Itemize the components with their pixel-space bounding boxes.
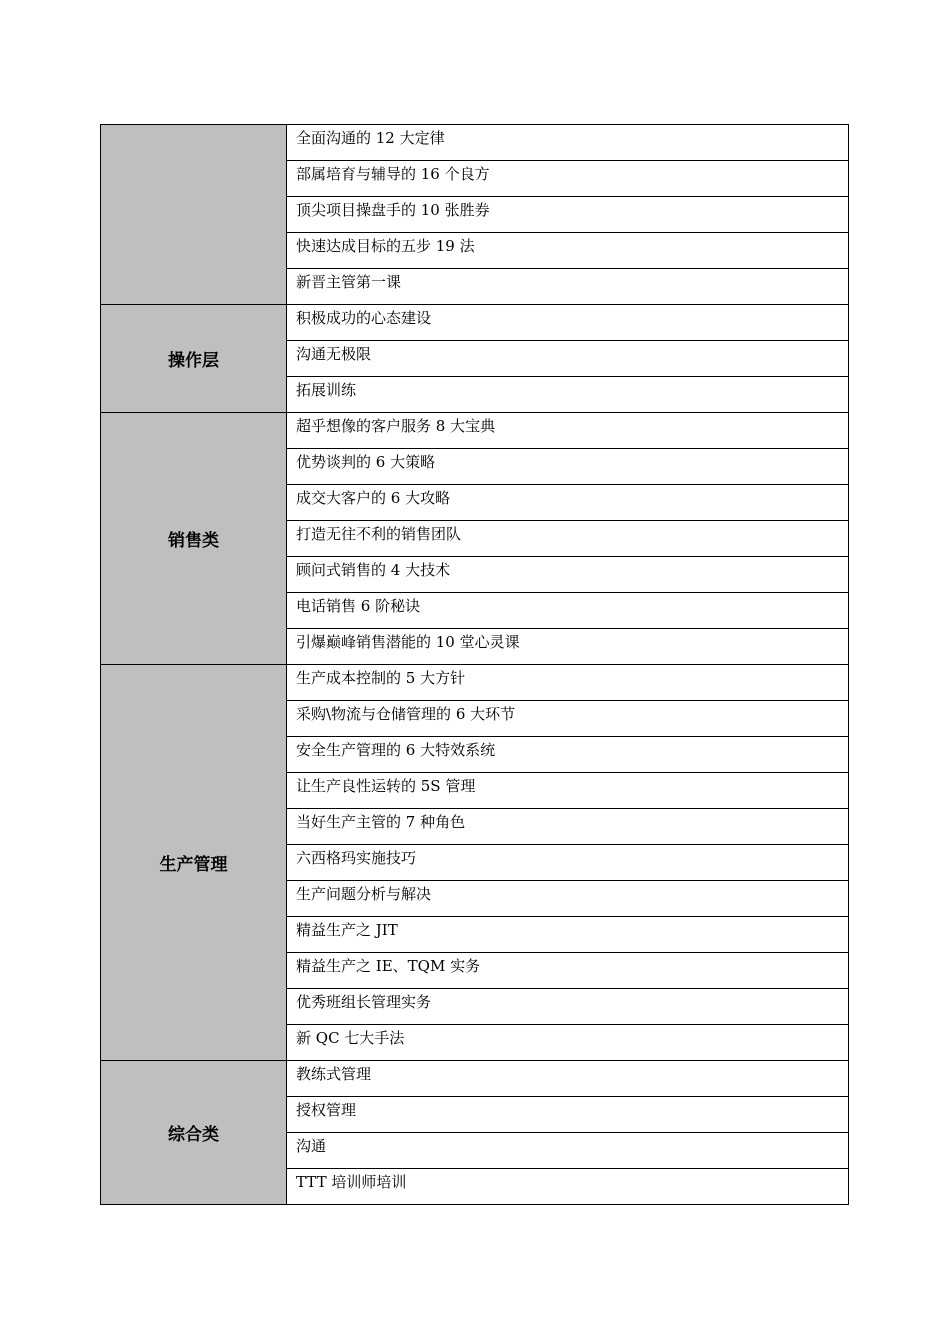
table-row [101, 665, 849, 701]
course-title: TTT 培训师培训 [296, 1173, 407, 1191]
course-title: 生产成本控制的 5 大方针 [296, 669, 466, 687]
course-title: 部属培育与辅导的 16 个良方 [296, 165, 490, 183]
course-table-body [101, 125, 849, 1205]
category-cell: 综合类 [101, 1061, 287, 1205]
course-title: 采购\物流与仓储管理的 6 大环节 [296, 705, 516, 723]
course-cell [287, 197, 849, 233]
course-title: 让生产良性运转的 5S 管理 [296, 777, 476, 795]
course-title: 安全生产管理的 6 大特效系统 [296, 741, 496, 759]
course-cell [287, 377, 849, 413]
course-cell [287, 305, 849, 341]
course-cell [287, 809, 849, 845]
course-title: 教练式管理 [296, 1065, 372, 1083]
course-cell [287, 593, 849, 629]
course-cell [287, 845, 849, 881]
course-title: 积极成功的心态建设 [296, 309, 432, 327]
course-cell [287, 341, 849, 377]
table-row [101, 305, 849, 341]
course-cell [287, 485, 849, 521]
table-row [101, 125, 849, 161]
category-cell: 销售类 [101, 413, 287, 665]
course-cell [287, 269, 849, 305]
course-title: 沟通无极限 [296, 345, 372, 363]
course-title: 拓展训练 [296, 381, 357, 399]
course-cell [287, 449, 849, 485]
course-title: 授权管理 [296, 1101, 357, 1119]
course-cell [287, 1133, 849, 1169]
course-cell [287, 989, 849, 1025]
course-cell [287, 1061, 849, 1097]
table-row [101, 413, 849, 449]
course-title: 成交大客户的 6 大攻略 [296, 489, 451, 507]
course-title: 精益生产之 IE、TQM 实务 [296, 957, 481, 975]
course-cell [287, 161, 849, 197]
course-cell [287, 629, 849, 665]
category-cell [101, 125, 287, 305]
course-title: 精益生产之 JIT [296, 921, 398, 939]
course-cell [287, 701, 849, 737]
course-cell [287, 737, 849, 773]
category-cell: 生产管理 [101, 665, 287, 1061]
course-cell [287, 917, 849, 953]
course-cell [287, 413, 849, 449]
course-cell [287, 557, 849, 593]
course-title: 新晋主管第一课 [296, 273, 402, 291]
category-cell: 操作层 [101, 305, 287, 413]
course-title: 顶尖项目操盘手的 10 张胜券 [296, 201, 490, 219]
course-cell [287, 665, 849, 701]
course-cell [287, 773, 849, 809]
course-cell [287, 953, 849, 989]
course-title: 超乎想像的客户服务 8 大宝典 [296, 417, 496, 435]
course-title: 电话销售 6 阶秘诀 [296, 597, 421, 615]
course-title: 快速达成目标的五步 19 法 [296, 237, 475, 255]
course-cell [287, 233, 849, 269]
course-title: 新 QC 七大手法 [296, 1029, 405, 1047]
course-title: 顾问式销售的 4 大技术 [296, 561, 451, 579]
course-table [100, 124, 849, 1205]
course-cell [287, 521, 849, 557]
course-cell [287, 1169, 849, 1205]
course-title: 沟通 [296, 1137, 327, 1155]
course-cell [287, 1025, 849, 1061]
course-cell [287, 1097, 849, 1133]
course-title: 当好生产主管的 7 种角色 [296, 813, 466, 831]
course-title: 优秀班组长管理实务 [296, 993, 432, 1011]
course-title: 打造无往不利的销售团队 [296, 525, 462, 543]
course-cell [287, 881, 849, 917]
table-row [101, 1061, 849, 1097]
course-title: 生产问题分析与解决 [296, 885, 432, 903]
course-title: 六西格玛实施技巧 [296, 849, 417, 867]
course-title: 全面沟通的 12 大定律 [296, 129, 445, 147]
course-title: 优势谈判的 6 大策略 [296, 453, 436, 471]
course-cell [287, 125, 849, 161]
course-title: 引爆巅峰销售潜能的 10 堂心灵课 [296, 633, 520, 651]
